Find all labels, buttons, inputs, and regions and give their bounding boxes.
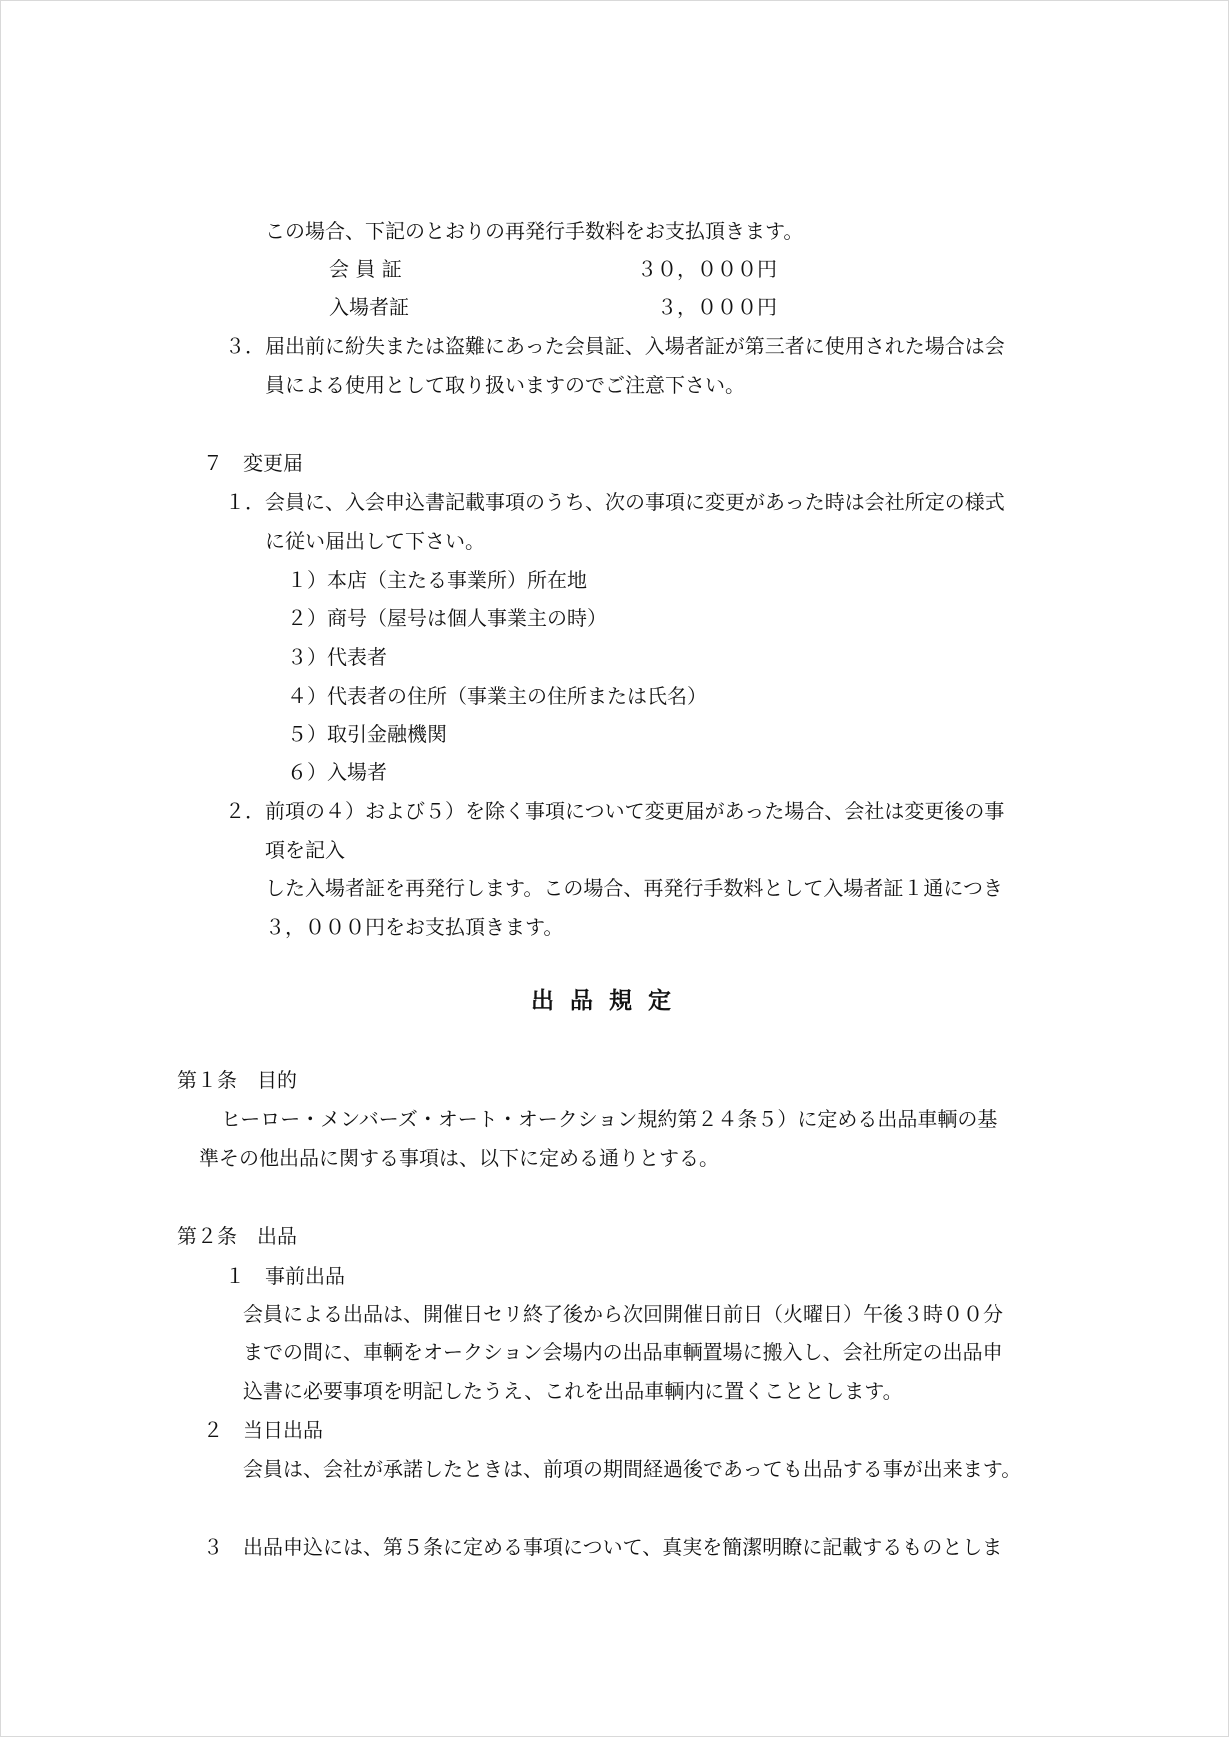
subitem-6: ６）入場者: [287, 760, 387, 784]
subitem-2: ２）商号（屋号は個人事業主の時）: [287, 606, 607, 630]
section7-item1-line1: １．会員に、入会申込書記載事項のうち、次の事項に変更があった時は会社所定の様式: [225, 490, 1005, 514]
paragraph3-line1: ３ 出品申込には、第５条に定める事項について、真実を簡潔明瞭に記載するものとしま: [203, 1535, 1003, 1559]
section7-item2-line3: した入場者証を再発行します。この場合、再発行手数料として入場者証１通につき: [265, 876, 1003, 900]
item3-line1: ３．届出前に紛失または盗難にあった会員証、入場者証が第三者に使用された場合は会: [225, 334, 1005, 358]
fee-amount-entry-card: ３，０００円: [657, 295, 777, 319]
regulation-title: 出品規定: [531, 987, 687, 1014]
fee-label-entry-card: 入場者証: [329, 295, 409, 319]
paragraph2-heading: ２ 当日出品: [203, 1418, 323, 1442]
subitem-4: ４）代表者の住所（事業主の住所または氏名）: [287, 684, 707, 708]
item3-line2: 員による使用として取り扱いますのでご注意下さい。: [265, 373, 745, 397]
article1-line1: ヒーロー・メンバーズ・オート・オークション規約第２４条５）に定める出品車輌の基: [221, 1107, 998, 1131]
fee-label-member-card: 会 員 証: [329, 257, 402, 281]
paragraph1-line1: 会員による出品は、開催日セリ終了後から次回開催日前日（火曜日）午後３時００分: [243, 1302, 1003, 1326]
article1-line2: 準その他出品に関する事項は、以下に定める通りとする。: [199, 1146, 719, 1170]
article1-heading: 第１条 目的: [177, 1068, 297, 1092]
article2-heading: 第２条 出品: [177, 1224, 297, 1248]
subitem-5: ５）取引金融機関: [287, 722, 447, 746]
subitem-1: １）本店（主たる事業所）所在地: [287, 568, 587, 592]
section7-heading: ７ 変更届: [203, 451, 303, 475]
paragraph1-heading: １ 事前出品: [225, 1264, 345, 1288]
paragraph1-line3: 込書に必要事項を明記したうえ、これを出品車輌内に置くこととします。: [243, 1379, 903, 1403]
paragraph2-line1: 会員は、会社が承諾したときは、前項の期間経過後であっても出品する事が出来ます。: [243, 1457, 1022, 1481]
section7-item1-line2: に従い届出して下さい。: [265, 529, 485, 553]
section7-item2-line1: ２．前項の４）および５）を除く事項について変更届があった場合、会社は変更後の事: [225, 799, 1005, 823]
fee-intro-text: この場合、下記のとおりの再発行手数料をお支払頂きます。: [265, 219, 804, 243]
paragraph1-line2: までの間に、車輌をオークション会場内の出品車輌置場に搬入し、会社所定の出品申: [243, 1340, 1003, 1364]
section7-item2-line2: 項を記入: [265, 838, 345, 862]
section7-item2-line4: ３，０００円をお支払頂きます。: [265, 915, 564, 939]
fee-amount-member-card: ３０，０００円: [637, 257, 777, 281]
subitem-3: ３）代表者: [287, 645, 387, 669]
